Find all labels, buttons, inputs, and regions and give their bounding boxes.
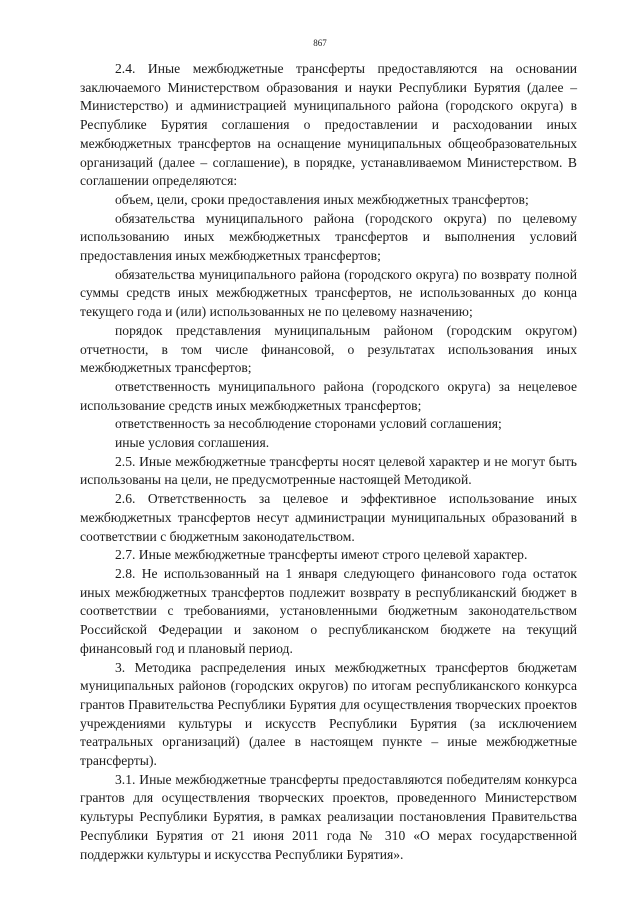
body-text [80, 60, 577, 864]
list-item-reporting-procedure: порядок представления муниципальным районом (городским округом) отчетности, в том числе финансовой, о результатах использования иных межбюджетных трансфертов; [80, 322, 577, 376]
paragraph-3: 3. Методика распределения иных межбюджетных трансфертов бюджетам муниципальных районов (городских округов) по итогам республиканского конкурса грантов Правительства Республики Бурятия для осуществления творческих проектов учреждениями культуры и искусств Республики Бурятия (за исключением театральных организаций) (далее в настоящем пункте – иные межбюджетные трансферты). [80, 659, 577, 769]
list-item-volume-goals: объем, цели, сроки предоставления иных межбюджетных трансфертов; [115, 191, 529, 207]
paragraph-2-5: 2.5. Иные межбюджетные трансферты носят целевой характер и не могут быть использованы на цели, не предусмотренные настоящей Методикой. [80, 453, 577, 488]
list-item-other-conditions: иные условия соглашения. [115, 435, 270, 451]
paragraph-3-1: 3.1. Иные межбюджетные трансферты предоставляются победителям конкурса грантов для осуществления творческих проектов, проведенного Министерством культуры Республики Бурятия, в рамках реализации постановления Правительства Республики Бурятия от 21 июня 2011 года № 310 «О мерах государственной поддержки культуры и искусства Республики Бурятия». [80, 771, 577, 862]
paragraph-2-7: 2.7. Иные межбюджетные трансферты имеют строго целевой характер. [115, 547, 528, 563]
page-number: 867 [313, 38, 327, 48]
paragraph-2-6: 2.6. Ответственность за целевое и эффективное использование иных межбюджетных трансфертов несут администрации муниципальных образований в соответствии с бюджетным законодательством. [80, 491, 577, 544]
list-item-misuse-liability: ответственность муниципального района (городского округа) за нецелевое использование средств иных межбюджетных трансфертов; [80, 378, 577, 413]
paragraph-2-4: 2.4. Иные межбюджетные трансферты предоставляются на основании заключаемого Министерством образования и науки Республики Бурятия (далее – Министерство) и администрацией муниципального района (городского округа) в Республике Бурятия соглашения о предоставлении и расходовании иных межбюджетных трансфертов на оснащение муниципальных общеобразовательных организаций (далее – соглашение), в порядке, устанавливаемом Министерством. В соглашении определяются: [80, 61, 577, 189]
paragraph-2-8: 2.8. Не использованный на 1 января следующего финансового года остаток иных межбюджетных трансфертов подлежит возврату в республиканский бюджет в соответствии с требованиями, установленными бюджетным законодательством Российской Федерации и законом о республиканском бюджете на текущий финансовый год и плановый период. [80, 565, 577, 656]
list-item-refund-obligations: обязательства муниципального района (городского округа) по возврату полной суммы средств иных межбюджетных трансфертов, не использованных до конца текущего года и (или) использованных не по целевому назначению; [80, 266, 577, 320]
list-item-noncompliance-liability: ответственность за несоблюдение сторонами условий соглашения; [115, 416, 502, 432]
list-item-target-use-obligations: обязательства муниципального района (городского округа) по целевому использованию иных межбюджетных трансфертов и выполнения условий предоставления иных межбюджетных трансфертов; [80, 210, 577, 264]
